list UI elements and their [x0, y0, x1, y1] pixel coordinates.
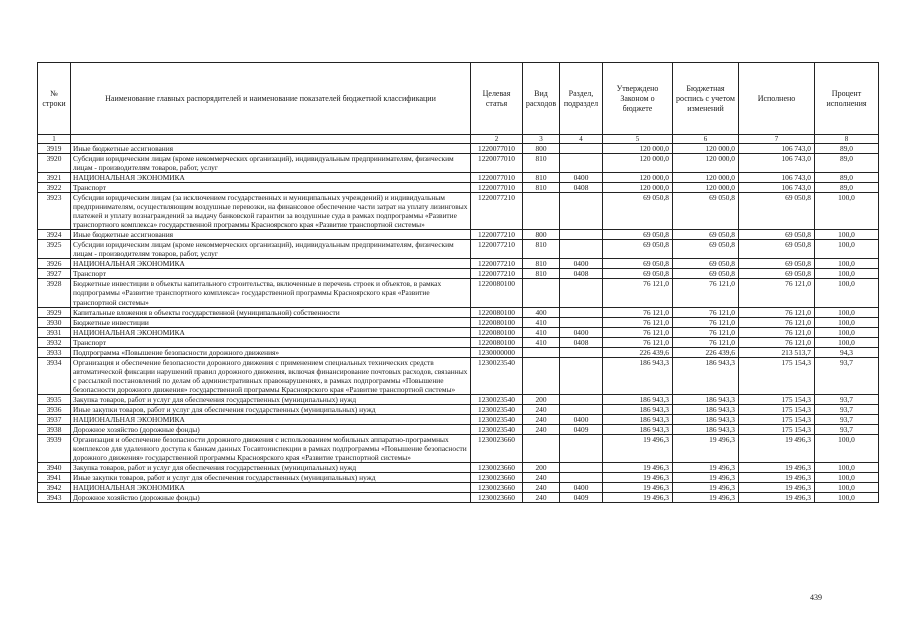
schedule-cell: 120 000,0 — [673, 154, 739, 173]
section-cell — [560, 404, 603, 414]
executed-cell: 76 121,0 — [739, 279, 815, 307]
row-number-cell: 3938 — [38, 424, 71, 434]
target-article-cell: 1230023660 — [471, 434, 523, 462]
percent-cell: 89,0 — [815, 144, 879, 154]
colnum-2: 2 — [471, 135, 523, 144]
table-row — [38, 493, 879, 503]
target-article-cell: 1220080100 — [471, 317, 523, 327]
expense-kind-cell: 800 — [523, 144, 560, 154]
approved-cell: 19 496,3 — [603, 493, 673, 503]
approved-cell: 186 943,3 — [603, 414, 673, 424]
row-number-cell: 3926 — [38, 259, 71, 269]
percent-cell: 94,3 — [815, 347, 879, 357]
header-expense-kind: Вид расходов — [523, 63, 560, 135]
row-name-cell: Иные бюджетные ассигнования — [71, 230, 471, 240]
row-name-cell: Бюджетные инвестиции в объекты капитального строительства, включенные в перечень строек и объектов, в рамках подпрограммы «Развитие транспортного комплекса» государственной программы Красноярского края «Развитие транспортной системы» — [71, 279, 471, 307]
approved-cell: 19 496,3 — [603, 463, 673, 473]
expense-kind-cell: 240 — [523, 404, 560, 414]
section-cell: 0408 — [560, 183, 603, 193]
schedule-cell: 69 050,8 — [673, 240, 739, 259]
row-number-cell: 3932 — [38, 337, 71, 347]
approved-cell: 76 121,0 — [603, 317, 673, 327]
row-number-cell: 3943 — [38, 493, 71, 503]
percent-cell: 93,7 — [815, 404, 879, 414]
budget-report-sheet — [37, 62, 878, 503]
target-article-cell: 1230023540 — [471, 357, 523, 394]
percent-cell: 100,0 — [815, 337, 879, 347]
row-number-cell: 3929 — [38, 307, 71, 317]
header-section: Раздел, подраздел — [560, 63, 603, 135]
table-row — [38, 307, 879, 317]
percent-cell: 100,0 — [815, 473, 879, 483]
approved-cell: 69 050,8 — [603, 230, 673, 240]
schedule-cell: 69 050,8 — [673, 269, 739, 279]
percent-cell: 93,7 — [815, 357, 879, 394]
colnum-6: 6 — [673, 135, 739, 144]
section-cell: 0400 — [560, 327, 603, 337]
table-body — [38, 144, 879, 503]
table-row — [38, 347, 879, 357]
expense-kind-cell: 200 — [523, 463, 560, 473]
row-number-cell: 3923 — [38, 193, 71, 230]
section-cell: 0400 — [560, 414, 603, 424]
expense-kind-cell: 810 — [523, 269, 560, 279]
executed-cell: 106 743,0 — [739, 173, 815, 183]
approved-cell: 19 496,3 — [603, 473, 673, 483]
executed-cell: 106 743,0 — [739, 154, 815, 173]
schedule-cell: 19 496,3 — [673, 434, 739, 462]
row-name-cell: Бюджетные инвестиции — [71, 317, 471, 327]
table-row — [38, 269, 879, 279]
row-name-cell: Дорожное хозяйство (дорожные фонды) — [71, 493, 471, 503]
target-article-cell: 1220077210 — [471, 230, 523, 240]
executed-cell: 175 154,3 — [739, 404, 815, 414]
target-article-cell: 1230023660 — [471, 473, 523, 483]
table-row — [38, 230, 879, 240]
target-article-cell: 1230000000 — [471, 347, 523, 357]
row-number-cell: 3936 — [38, 404, 71, 414]
row-number-cell: 3939 — [38, 434, 71, 462]
table-row — [38, 259, 879, 269]
table-row — [38, 154, 879, 173]
schedule-cell: 69 050,8 — [673, 193, 739, 230]
budget-table — [37, 62, 879, 503]
schedule-cell: 19 496,3 — [673, 493, 739, 503]
section-cell: 0408 — [560, 337, 603, 347]
schedule-cell: 76 121,0 — [673, 337, 739, 347]
percent-cell: 89,0 — [815, 183, 879, 193]
percent-cell: 100,0 — [815, 483, 879, 493]
section-cell: 0409 — [560, 424, 603, 434]
schedule-cell: 186 943,3 — [673, 394, 739, 404]
approved-cell: 69 050,8 — [603, 193, 673, 230]
row-name-cell: Организация и обеспечение безопасности дорожного движения с применением специальных технических средств автоматической фиксации нарушений правил дорожного движения, включая финансирование почтовых расходов, связанных с рассылкой постановлений по делам об административных правонарушениях, в рамках подпрограммы «Повышение безопасности дорожного движения» государственной программы Красноярского края «Развитие транспортной системы» — [71, 357, 471, 394]
table-row — [38, 173, 879, 183]
target-article-cell: 1220077010 — [471, 183, 523, 193]
section-cell: 0408 — [560, 269, 603, 279]
row-name-cell: Иные закупки товаров, работ и услуг для обеспечения государственных (муниципальных) нужд — [71, 473, 471, 483]
row-name-cell: Иные закупки товаров, работ и услуг для обеспечения государственных (муниципальных) нужд — [71, 404, 471, 414]
percent-cell: 93,7 — [815, 424, 879, 434]
row-number-cell: 3930 — [38, 317, 71, 327]
section-cell — [560, 357, 603, 394]
row-name-cell: Транспорт — [71, 337, 471, 347]
executed-cell: 76 121,0 — [739, 307, 815, 317]
target-article-cell: 1230023540 — [471, 394, 523, 404]
expense-kind-cell: 410 — [523, 337, 560, 347]
section-cell — [560, 317, 603, 327]
column-number-row — [38, 135, 879, 144]
expense-kind-cell — [523, 193, 560, 230]
expense-kind-cell: 240 — [523, 473, 560, 483]
target-article-cell: 1220077210 — [471, 193, 523, 230]
schedule-cell: 19 496,3 — [673, 473, 739, 483]
approved-cell: 186 943,3 — [603, 404, 673, 414]
expense-kind-cell — [523, 434, 560, 462]
target-article-cell: 1230023660 — [471, 483, 523, 493]
expense-kind-cell: 410 — [523, 327, 560, 337]
row-name-cell: Субсидии юридическим лицам (кроме некоммерческих организаций), индивидуальным предпринимателям, физическим лицам - производителям товаров, работ, услуг — [71, 240, 471, 259]
expense-kind-cell: 810 — [523, 154, 560, 173]
schedule-cell: 120 000,0 — [673, 144, 739, 154]
row-number-cell: 3937 — [38, 414, 71, 424]
section-cell — [560, 473, 603, 483]
header-name: Наименование главных распорядителей и наименование показателей бюджетной классификации — [71, 63, 471, 135]
table-header — [38, 63, 879, 144]
schedule-cell: 186 943,3 — [673, 404, 739, 414]
table-row — [38, 463, 879, 473]
executed-cell: 106 743,0 — [739, 183, 815, 193]
target-article-cell: 1220077010 — [471, 144, 523, 154]
schedule-cell: 226 439,6 — [673, 347, 739, 357]
target-article-cell: 1230023540 — [471, 404, 523, 414]
section-cell: 0400 — [560, 483, 603, 493]
target-article-cell: 1220077210 — [471, 240, 523, 259]
percent-cell: 100,0 — [815, 279, 879, 307]
executed-cell: 19 496,3 — [739, 483, 815, 493]
section-cell — [560, 307, 603, 317]
row-number-cell: 3940 — [38, 463, 71, 473]
approved-cell: 76 121,0 — [603, 337, 673, 347]
target-article-cell: 1220077010 — [471, 154, 523, 173]
row-number-cell: 3924 — [38, 230, 71, 240]
expense-kind-cell: 400 — [523, 307, 560, 317]
percent-cell: 100,0 — [815, 327, 879, 337]
row-number-cell: 3920 — [38, 154, 71, 173]
row-name-cell: Субсидии юридическим лицам (за исключением государственных и муниципальных учреждений) и индивидуальным предпринимателям, осуществляющим воздушные перевозки, на финансовое обеспечение части затрат на уплату лизинговых платежей и уплату вознаграждений за выдачу банковской гарантии за воздушные суда в рамках подпрограммы «Развитие транспортного комплекса» государственной программы Красноярского края «Развитие транспортной системы» — [71, 193, 471, 230]
executed-cell: 175 154,3 — [739, 394, 815, 404]
schedule-cell: 19 496,3 — [673, 483, 739, 493]
executed-cell: 19 496,3 — [739, 434, 815, 462]
percent-cell: 100,0 — [815, 317, 879, 327]
schedule-cell: 76 121,0 — [673, 327, 739, 337]
approved-cell: 69 050,8 — [603, 259, 673, 269]
approved-cell: 186 943,3 — [603, 357, 673, 394]
executed-cell: 69 050,8 — [739, 193, 815, 230]
executed-cell: 175 154,3 — [739, 424, 815, 434]
approved-cell: 226 439,6 — [603, 347, 673, 357]
approved-cell: 76 121,0 — [603, 279, 673, 307]
table-row — [38, 357, 879, 394]
colnum-4: 4 — [560, 135, 603, 144]
row-name-cell: Организация и обеспечение безопасности дорожного движения с использованием мобильных аппаратно-программных комплексов для удаленного доступа к банкам данных Госавтоинспекции в рамках подпрограммы «Повышение безопасности дорожного движения» государственной программы Красноярского края «Развитие транспортной системы» — [71, 434, 471, 462]
executed-cell: 69 050,8 — [739, 259, 815, 269]
header-percent: Процент исполнения — [815, 63, 879, 135]
percent-cell: 100,0 — [815, 463, 879, 473]
executed-cell: 175 154,3 — [739, 357, 815, 394]
schedule-cell: 186 943,3 — [673, 414, 739, 424]
expense-kind-cell: 200 — [523, 394, 560, 404]
expense-kind-cell — [523, 279, 560, 307]
schedule-cell: 69 050,8 — [673, 259, 739, 269]
percent-cell: 89,0 — [815, 154, 879, 173]
percent-cell: 100,0 — [815, 307, 879, 317]
colnum-blank — [71, 135, 471, 144]
expense-kind-cell: 240 — [523, 424, 560, 434]
table-row — [38, 144, 879, 154]
target-article-cell: 1220077210 — [471, 269, 523, 279]
section-cell — [560, 193, 603, 230]
schedule-cell: 19 496,3 — [673, 463, 739, 473]
row-number-cell: 3925 — [38, 240, 71, 259]
row-number-cell: 3919 — [38, 144, 71, 154]
executed-cell: 69 050,8 — [739, 269, 815, 279]
percent-cell: 100,0 — [815, 434, 879, 462]
table-row — [38, 434, 879, 462]
section-cell — [560, 230, 603, 240]
row-number-cell: 3933 — [38, 347, 71, 357]
approved-cell: 120 000,0 — [603, 154, 673, 173]
executed-cell: 76 121,0 — [739, 337, 815, 347]
row-name-cell: Транспорт — [71, 183, 471, 193]
section-cell — [560, 240, 603, 259]
executed-cell: 76 121,0 — [739, 317, 815, 327]
row-name-cell: НАЦИОНАЛЬНАЯ ЭКОНОМИКА — [71, 327, 471, 337]
section-cell — [560, 347, 603, 357]
executed-cell: 19 496,3 — [739, 473, 815, 483]
header-row-number: № строки — [38, 63, 71, 135]
expense-kind-cell — [523, 347, 560, 357]
section-cell — [560, 279, 603, 307]
row-name-cell: Закупка товаров, работ и услуг для обеспечения государственных (муниципальных) нужд — [71, 394, 471, 404]
executed-cell: 69 050,8 — [739, 240, 815, 259]
expense-kind-cell: 810 — [523, 240, 560, 259]
table-row — [38, 327, 879, 337]
percent-cell: 100,0 — [815, 240, 879, 259]
approved-cell: 19 496,3 — [603, 483, 673, 493]
row-name-cell: НАЦИОНАЛЬНАЯ ЭКОНОМИКА — [71, 483, 471, 493]
percent-cell: 100,0 — [815, 193, 879, 230]
executed-cell: 19 496,3 — [739, 463, 815, 473]
target-article-cell: 1220080100 — [471, 337, 523, 347]
expense-kind-cell: 410 — [523, 317, 560, 327]
section-cell: 0409 — [560, 493, 603, 503]
row-name-cell: Дорожное хозяйство (дорожные фонды) — [71, 424, 471, 434]
expense-kind-cell — [523, 357, 560, 394]
table-row — [38, 240, 879, 259]
percent-cell: 100,0 — [815, 259, 879, 269]
row-name-cell: Капитальные вложения в объекты государственной (муниципальной) собственности — [71, 307, 471, 317]
approved-cell: 186 943,3 — [603, 394, 673, 404]
row-name-cell: Транспорт — [71, 269, 471, 279]
approved-cell: 19 496,3 — [603, 434, 673, 462]
schedule-cell: 186 943,3 — [673, 357, 739, 394]
expense-kind-cell: 810 — [523, 183, 560, 193]
section-cell — [560, 463, 603, 473]
approved-cell: 120 000,0 — [603, 144, 673, 154]
schedule-cell: 120 000,0 — [673, 183, 739, 193]
section-cell — [560, 434, 603, 462]
row-number-cell: 3942 — [38, 483, 71, 493]
percent-cell: 100,0 — [815, 269, 879, 279]
approved-cell: 120 000,0 — [603, 173, 673, 183]
row-number-cell: 3935 — [38, 394, 71, 404]
schedule-cell: 120 000,0 — [673, 173, 739, 183]
row-name-cell: Субсидии юридическим лицам (кроме некоммерческих организаций), индивидуальным предпринимателям, физическим лицам - производителям товаров, работ, услуг — [71, 154, 471, 173]
row-name-cell: Подпрограмма «Повышение безопасности дорожного движения» — [71, 347, 471, 357]
executed-cell: 106 743,0 — [739, 144, 815, 154]
colnum-1: 1 — [38, 135, 71, 144]
percent-cell: 93,7 — [815, 414, 879, 424]
row-number-cell: 3941 — [38, 473, 71, 483]
header-approved: Утверждено Законом о бюджете — [603, 63, 673, 135]
header-executed: Исполнено — [739, 63, 815, 135]
table-row — [38, 483, 879, 493]
section-cell — [560, 154, 603, 173]
table-row — [38, 404, 879, 414]
approved-cell: 76 121,0 — [603, 307, 673, 317]
executed-cell: 19 496,3 — [739, 493, 815, 503]
expense-kind-cell: 240 — [523, 483, 560, 493]
percent-cell: 100,0 — [815, 493, 879, 503]
approved-cell: 186 943,3 — [603, 424, 673, 434]
row-number-cell: 3934 — [38, 357, 71, 394]
row-name-cell: Закупка товаров, работ и услуг для обеспечения государственных (муниципальных) нужд — [71, 463, 471, 473]
row-name-cell: НАЦИОНАЛЬНАЯ ЭКОНОМИКА — [71, 259, 471, 269]
target-article-cell: 1230023660 — [471, 493, 523, 503]
target-article-cell: 1230023660 — [471, 463, 523, 473]
table-row — [38, 473, 879, 483]
target-article-cell: 1220080100 — [471, 307, 523, 317]
table-row — [38, 424, 879, 434]
expense-kind-cell: 800 — [523, 230, 560, 240]
row-number-cell: 3922 — [38, 183, 71, 193]
table-row — [38, 279, 879, 307]
target-article-cell: 1230023540 — [471, 414, 523, 424]
executed-cell: 213 513,7 — [739, 347, 815, 357]
percent-cell: 100,0 — [815, 230, 879, 240]
executed-cell: 76 121,0 — [739, 327, 815, 337]
percent-cell: 89,0 — [815, 173, 879, 183]
section-cell — [560, 394, 603, 404]
expense-kind-cell: 240 — [523, 493, 560, 503]
percent-cell: 93,7 — [815, 394, 879, 404]
colnum-3: 3 — [523, 135, 560, 144]
row-name-cell: НАЦИОНАЛЬНАЯ ЭКОНОМИКА — [71, 414, 471, 424]
schedule-cell: 186 943,3 — [673, 424, 739, 434]
row-name-cell: Иные бюджетные ассигнования — [71, 144, 471, 154]
table-row — [38, 193, 879, 230]
table-row — [38, 414, 879, 424]
schedule-cell: 76 121,0 — [673, 279, 739, 307]
table-row — [38, 337, 879, 347]
schedule-cell: 69 050,8 — [673, 230, 739, 240]
row-name-cell: НАЦИОНАЛЬНАЯ ЭКОНОМИКА — [71, 173, 471, 183]
target-article-cell: 1230023540 — [471, 424, 523, 434]
row-number-cell: 3921 — [38, 173, 71, 183]
schedule-cell: 76 121,0 — [673, 317, 739, 327]
target-article-cell: 1220077210 — [471, 259, 523, 269]
section-cell: 0400 — [560, 259, 603, 269]
table-row — [38, 317, 879, 327]
target-article-cell: 1220077010 — [471, 173, 523, 183]
row-number-cell: 3927 — [38, 269, 71, 279]
page-number: 439 — [810, 593, 822, 602]
colnum-7: 7 — [739, 135, 815, 144]
header-target-article: Целевая статья — [471, 63, 523, 135]
executed-cell: 69 050,8 — [739, 230, 815, 240]
approved-cell: 69 050,8 — [603, 269, 673, 279]
table-row — [38, 394, 879, 404]
table-row — [38, 183, 879, 193]
colnum-8: 8 — [815, 135, 879, 144]
approved-cell: 120 000,0 — [603, 183, 673, 193]
target-article-cell: 1220080100 — [471, 327, 523, 337]
header-schedule: Бюджетная роспись с учетом изменений — [673, 63, 739, 135]
approved-cell: 76 121,0 — [603, 327, 673, 337]
schedule-cell: 76 121,0 — [673, 307, 739, 317]
row-number-cell: 3931 — [38, 327, 71, 337]
expense-kind-cell: 810 — [523, 259, 560, 269]
section-cell — [560, 144, 603, 154]
expense-kind-cell: 810 — [523, 173, 560, 183]
section-cell: 0400 — [560, 173, 603, 183]
colnum-5: 5 — [603, 135, 673, 144]
executed-cell: 175 154,3 — [739, 414, 815, 424]
approved-cell: 69 050,8 — [603, 240, 673, 259]
expense-kind-cell: 240 — [523, 414, 560, 424]
target-article-cell: 1220080100 — [471, 279, 523, 307]
row-number-cell: 3928 — [38, 279, 71, 307]
